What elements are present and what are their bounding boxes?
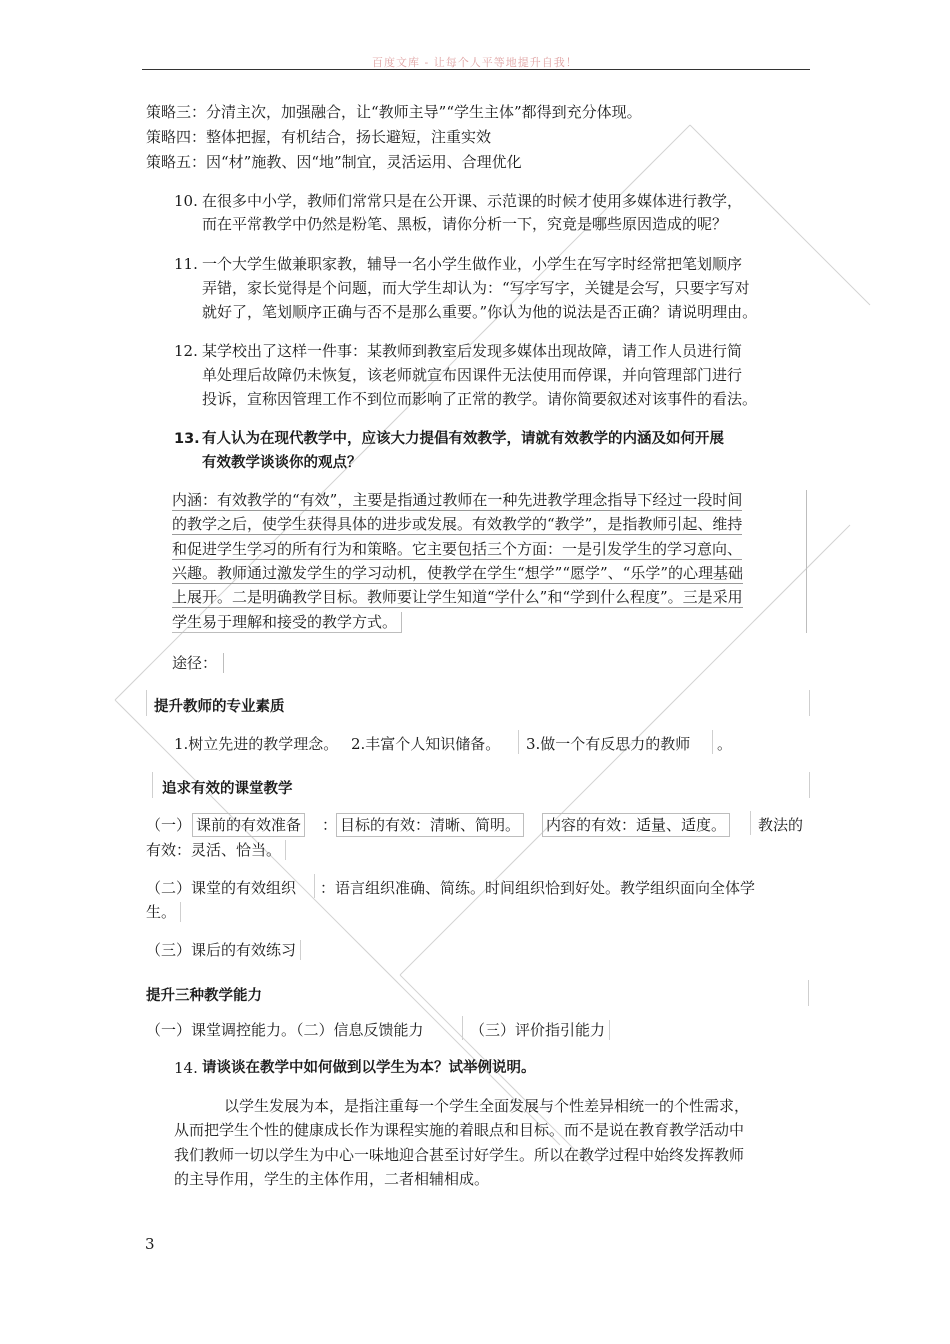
- connotation-line-3: 和促进学生学习的所有行为和策略。它主要包括三个方面：一是引发学生的学习意向、: [172, 540, 743, 558]
- prep-title: 课前的有效准备: [192, 813, 305, 837]
- question-13-number: 13.: [174, 431, 200, 447]
- section-1-title: 提升教师的专业素质: [154, 699, 285, 715]
- section-3-title: 提升三种教学能力: [146, 988, 262, 1004]
- question-11-number: 11.: [174, 255, 198, 273]
- connotation-line-1: 内涵：有效教学的“有效”，主要是指通过教师在一种先进教学理念指导下经过一段时间: [172, 491, 743, 509]
- question-12-line-1: 某学校出了这样一件事：某教师到教室后发现多媒体出现故障，请工作人员进行简: [202, 342, 743, 360]
- question-11-line-3: 就好了，笔划顺序正确与否不是那么重要。”你认为他的说法是否正确？请说明理由。: [202, 303, 758, 321]
- practice-title: （三）课后的有效练习: [146, 940, 301, 960]
- abilities-b: （三）评价指引能力: [470, 1020, 610, 1040]
- strategy-3: 策略三：分清主次，加强融合，让“教师主导”“学生主体”都得到充分体现。: [146, 103, 642, 121]
- prep-method-b: 有效：灵活、恰当。: [146, 840, 286, 860]
- answer-14-line-4: 的主导作用，学生的主体作用，二者相辅相成。: [174, 1170, 490, 1188]
- org-title: （二）课堂的有效组织: [146, 879, 297, 897]
- section-1-separator-2: [712, 730, 713, 754]
- connotation-line-5: 上展开。二是明确教学目标。教师要让学生知道“学什么”和“学到什么程度”。三是采用: [172, 588, 743, 606]
- answer-14-line-2: 从而把学生个性的健康成长作为课程实施的着眼点和目标。而不是说在教育教学活动中: [174, 1121, 745, 1139]
- page-number: 3: [145, 1235, 155, 1253]
- org-separator: [314, 874, 315, 898]
- question-14-text: 请谈谈在教学中如何做到以学生为本？试举例说明。: [202, 1060, 536, 1076]
- question-10-number: 10.: [174, 192, 198, 210]
- abilities-separator: [462, 1016, 463, 1040]
- answer-14-line-1: 以学生发展为本，是指注重每一个学生全面发展与个性差异相统一的个性需求，: [224, 1097, 750, 1115]
- question-12-line-2: 单处理后故障仍未恢复，该老师就宣布因课件无法使用而停课，并向管理部门进行: [202, 366, 743, 384]
- prep-method-a: 教法的: [758, 816, 804, 834]
- strategy-4: 策略四：整体把握，有机结合，扬长避短，注重实效: [146, 128, 492, 146]
- org-rest-b: 生。: [146, 902, 181, 922]
- question-14-number: 14.: [174, 1059, 198, 1077]
- prep-goal: 目标的有效：清晰、简明。: [336, 813, 524, 837]
- question-10-line-1: 在很多中小学，教师们常常只是在公开课、示范课的时候才使用多媒体进行教学，: [202, 192, 743, 210]
- question-13-line-1: 有人认为在现代教学中，应该大力提倡有效教学，请就有效教学的内涵及如何开展: [202, 431, 724, 447]
- section-1-item-3: 3.做一个有反思力的教师: [526, 735, 691, 753]
- org-rest-a: ：语言组织准确、简练。时间组织恰到好处。教学组织面向全体学: [320, 879, 756, 897]
- header-divider: [142, 69, 810, 70]
- connotation-line-4: 兴趣。教师通过激发学生的学习动机，使教学在学生“想学”“愿学”、“乐学”的心理基础: [172, 564, 744, 582]
- question-10-line-2: 而在平常教学中仍然是粉笔、黑板，请你分析一下，究竟是哪些原因造成的呢？: [202, 215, 728, 233]
- question-13-line-2: 有效教学谈谈你的观点？: [202, 455, 362, 471]
- question-12-line-3: 投诉，宣称因管理工作不到位而影响了正常的教学。请你简要叙述对该事件的看法。: [202, 390, 758, 408]
- section-1-separator: [518, 730, 519, 754]
- prep-separator: [750, 811, 751, 835]
- connotation-right-border: [806, 490, 807, 633]
- strategy-5: 策略五：因“材”施教、因“地”制宜，灵活运用、合理优化: [146, 153, 522, 171]
- prep-lead: （一）: [146, 816, 192, 834]
- section-2-title: 追求有效的课堂教学: [162, 781, 293, 797]
- section-1-item-2: 2.丰富个人知识储备。: [351, 735, 501, 753]
- path-label: 途径：: [172, 653, 224, 673]
- connotation-line-6: 学生易于理解和接受的教学方式。: [172, 612, 402, 633]
- prep-colon: ：: [322, 816, 338, 834]
- page-header: 百度文库 - 让每个人平等地提升自我！: [372, 56, 578, 69]
- connotation-line-2: 的教学之后，使学生获得具体的进步或发展。有效教学的“教学”，是指教师引起、维持: [172, 515, 743, 533]
- question-11-line-1: 一个大学生做兼职家教，辅导一名小学生做作业，小学生在写字时经常把笔划顺序: [202, 255, 743, 273]
- answer-14-line-3: 我们教师一切以学生为中心一味地迎合甚至讨好学生。所以在教学过程中始终发挥教师: [174, 1146, 745, 1164]
- prep-content: 内容的有效：适量、适度。: [542, 813, 730, 837]
- question-11-line-2: 弄错，家长觉得是个问题，而大学生却认为：“写字写字，关键是会写，只要字写对: [202, 279, 750, 297]
- abilities-a: （一）课堂调控能力。（二）信息反馈能力: [146, 1021, 424, 1039]
- question-12-number: 12.: [174, 342, 198, 360]
- section-1-item-1: 1.树立先进的教学理念。: [174, 735, 339, 753]
- section-1-item-end: 。: [717, 735, 733, 753]
